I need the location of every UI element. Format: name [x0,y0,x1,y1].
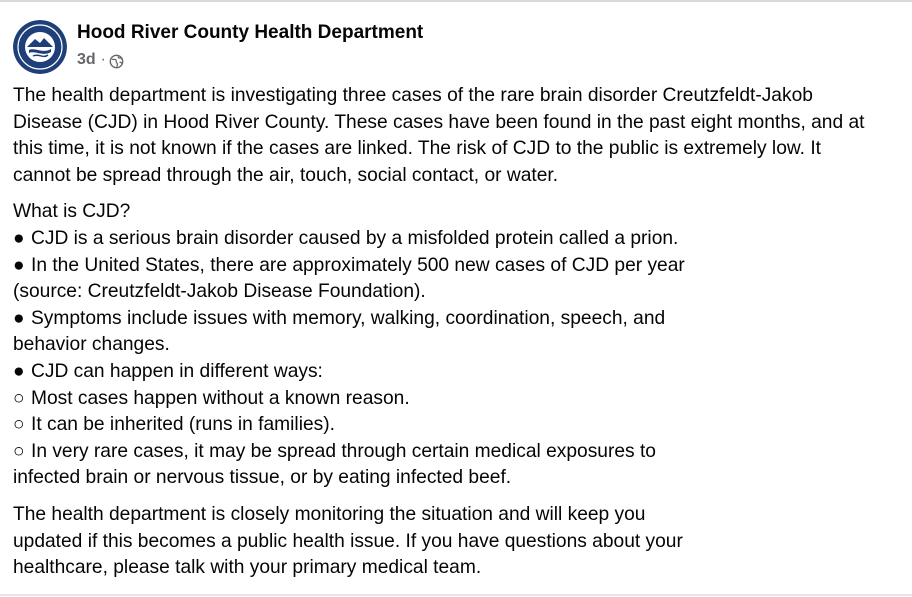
post-message [13,83,908,582]
sub-bullet-glyph: ○ [13,414,25,436]
text-line: cannot be spread through the air, touch, social contact, or water. [13,164,559,186]
bullet-glyph: ● [13,307,25,329]
bullet-item [13,253,908,280]
bullet-glyph: ● [13,360,25,382]
sub-bullet-glyph: ○ [13,440,25,462]
bullet-continuation: behavior changes. [13,334,170,356]
bullet-item [13,306,908,333]
text-line: The health department is closely monitoring the situation and will keep you [13,503,646,525]
bullet-text: In the United States, there are approximately 500 new cases of CJD per year [31,254,685,276]
post-meta [77,50,124,70]
meta-separator: · [100,51,106,68]
post-timestamp-link[interactable]: 3d [77,51,96,68]
sub-bullet-item [13,412,908,439]
hood-river-county-seal-logo [13,20,67,74]
bullet-text: CJD can happen in different ways: [31,360,323,382]
bullet-item [13,226,908,253]
sub-bullet-item [13,386,908,413]
bullet-item [13,359,908,386]
page-name-link[interactable]: Hood River County Health Department [77,22,424,43]
text-line: Disease (CJD) in Hood River County. These cases have been found in the past eight months, and at [13,111,865,133]
sub-bullet-item [13,439,908,466]
text-line: updated if this becomes a public health issue. If you have questions about your [13,530,683,552]
faq-section [13,199,908,492]
closing-paragraph [13,502,908,582]
text-line: The health department is investigating three cases of the rare brain disorder Creutzfeldt-Jakob [13,85,813,106]
divider [0,594,912,596]
divider [0,0,912,2]
sub-bullet-continuation: infected brain or nervous tissue, or by eating infected beef. [13,467,512,489]
bullet-glyph: ● [13,254,25,276]
bullet-text: Symptoms include issues with memory, walking, coordination, speech, and [31,307,666,329]
intro-paragraph [13,83,908,189]
sub-bullet-text: In very rare cases, it may be spread through certain medical exposures to [31,440,656,462]
page-avatar[interactable] [13,20,67,74]
globe-icon[interactable] [109,54,124,69]
text-line: healthcare, please talk with your primary medical team. [13,557,482,579]
sub-bullet-text: Most cases happen without a known reason. [31,387,410,409]
sub-bullet-text: It can be inherited (runs in families). [31,414,335,436]
bullet-glyph: ● [13,227,25,249]
faq-heading: What is CJD? [13,201,131,223]
bullet-continuation: (source: Creutzfeldt-Jakob Disease Foundation). [13,281,426,303]
bullet-text: CJD is a serious brain disorder caused by a misfolded protein called a prion. [31,227,679,249]
text-line: this time, it is not known if the cases are linked. The risk of CJD to the public is extremely low. It [13,138,821,160]
sub-bullet-glyph: ○ [13,387,25,409]
